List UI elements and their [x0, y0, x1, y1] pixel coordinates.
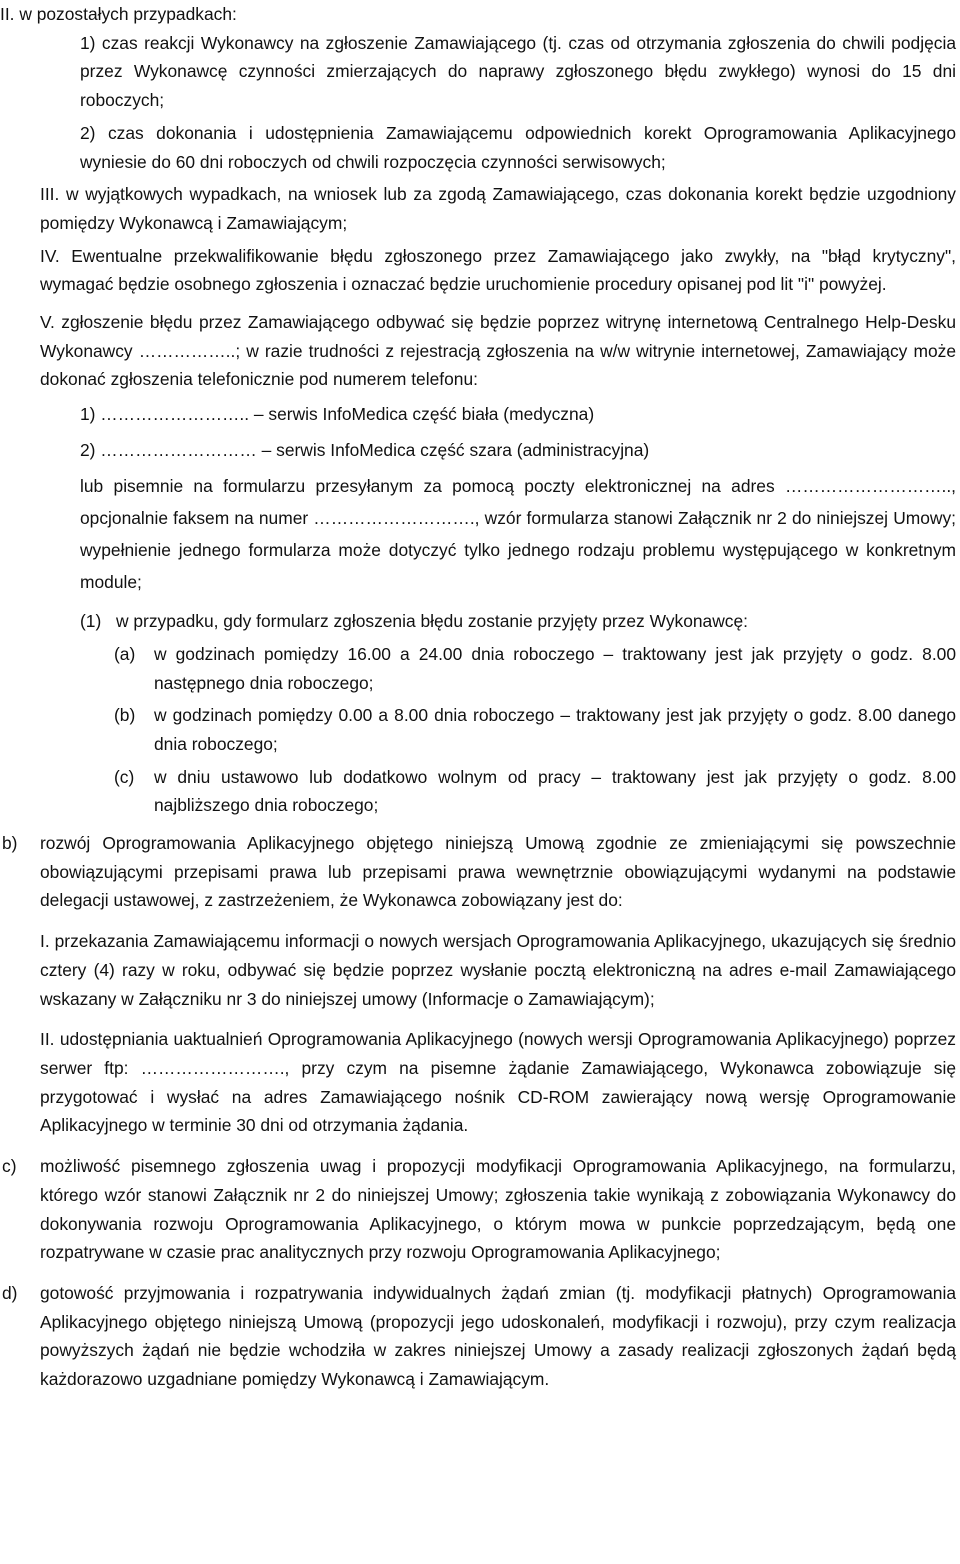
section-d	[0, 1279, 956, 1394]
paragraph-v: V. zgłoszenie błędu przez Zamawiającego odbywać się będzie poprzez witrynę internetową Centralnego Help-Desku Wykonawcy ……………..; w razie trudności z rejestracją zgłoszenia na w/w witrynie internetowej, Zamawiający może dokonać zgłoszenia telefonicznie pod numerem telefonu:	[40, 312, 956, 390]
list-marker: (c)	[114, 766, 135, 787]
list-item-text: w dniu ustawowo lub dodatkowo wolnym od pracy – traktowany jest jak przyjęty o godz. 8.00 najbliższego dnia roboczego;	[154, 766, 956, 816]
section-b-text: rozwój Oprogramowania Aplikacyjnego objętego niniejszą Umową zgodnie ze zmieniającymi się powszechnie obowiązującymi przepisami prawa lub przepisami prawa wewnętrznie obowiązującymi wydanymi na podstawie delegacji ustawowej, z zastrzeżeniem, że Wykonawca zobowiązany jest do:	[40, 833, 956, 911]
paragraph-email-option: lub pisemnie na formularzu przesyłanym za pomocą poczty elektronicznej na adres ……………………….., opcjonalnie faksem na numer ………………………., wzór formularza stanowi Załącznik nr 2 do niniejszej Umowy; wypełnienie jednego formularza może dotyczyć tylko jednego rodzaju problemu występującego w konkretnym module;	[80, 476, 956, 593]
list-item-b	[0, 701, 956, 758]
section-b-point-i: I. przekazania Zamawiającemu informacji o nowych wersjach Oprogramowania Aplikacyjnego, ukazujących się średnio cztery (4) razy w roku, odbywać się będzie poprzez wysłanie pocztą elektroniczną na adres e-mail Zamawiającego wskazany w Załączniku nr 3 do niniejszej umowy (Informacje o Zamawiającym);	[40, 931, 956, 1009]
list-item-c	[0, 763, 956, 820]
list-item-text: w przypadku, gdy formularz zgłoszenia błędu zostanie przyjęty przez Wykonawcę:	[116, 611, 748, 632]
list-marker: (1)	[80, 611, 102, 632]
paragraph-ii-2: 2) czas dokonania i udostępnienia Zamawiającemu odpowiednich korekt Oprogramowania Aplikacyjnego wyniesie do 60 dni roboczych od chwili rozpoczęcia czynności serwisowych;	[80, 122, 956, 172]
list-marker: (a)	[114, 643, 136, 664]
list-item-1	[0, 607, 956, 636]
list-marker: (b)	[114, 705, 136, 726]
section-b-point-ii: II. udostępniania uaktualnień Oprogramowania Aplikacyjnego (nowych wersji Oprogramowania Aplikacyjnego) poprzez serwer ftp: ……………………., przy czym na pisemne żądanie Zamawiającego, Wykonawca zobowiązuje się przygotować i wysłać na adres Zamawiającego nośnik CD-ROM zawierający nową wersję Oprogramowanie Aplikacyjnego w terminie 30 dni od otrzymania żądania.	[40, 1029, 956, 1136]
phone-line-2: 2) ……………………… – serwis InfoMedica część szara (administracyjna)	[80, 440, 650, 461]
section-c-text: możliwość pisemnego zgłoszenia uwag i propozycji modyfikacji Oprogramowania Aplikacyjnego, na formularzu, którego wzór stanowi Załącznik nr 2 do niniejszej Umowy; zgłoszenia takie wynikają z zobowiązania Wykonawcy do dokonywania rozwoju Oprogramowania Aplikacyjnego, o którym mowa w punkcie poprzedzającym, będą one rozpatrywane w czasie prac analitycznych przy rozwoju Oprogramowania Aplikacyjnego;	[40, 1156, 956, 1263]
section-c	[0, 1152, 956, 1267]
section-heading-ii: II. w pozostałych przypadkach:	[0, 4, 237, 24]
list-marker: c)	[2, 1156, 17, 1177]
list-item-text: w godzinach pomiędzy 16.00 a 24.00 dnia roboczego – traktowany jest jak przyjęty o godz. 8.00 następnego dnia roboczego;	[154, 643, 956, 693]
section-d-text: gotowość przyjmowania i rozpatrywania indywidualnych żądań zmian (tj. modyfikacji płatnych) Oprogramowania Aplikacyjnego objętego niniejszą Umową (propozycji jego udoskonaleń, modyfikacji i rozwoju), przy czym realizacja powyższych żądań nie będzie wchodziła w zakres niniejszej Umowy a zasady realizacji zgłoszonych żądań będą każdorazowo uzgadniane pomiędzy Wykonawcą i Zamawiającym.	[40, 1282, 956, 1390]
paragraph-iv: IV. Ewentualne przekwalifikowanie błędu zgłoszonego przez Zamawiającego jako zwykły, na "błąd krytyczny", wymagać będzie osobnego zgłoszenia i oznaczać będzie uruchomienie procedury opisanej pod lit "i" powyżej.	[40, 245, 956, 295]
list-marker: d)	[2, 1282, 18, 1303]
list-item-a	[0, 640, 956, 697]
paragraph-iii: III. w wyjątkowych wypadkach, na wniosek lub za zgodą Zamawiającego, czas dokonania korekt będzie uzgodniony pomiędzy Wykonawcą i Zamawiającym;	[40, 184, 956, 233]
phone-line-1: 1) …………………….. – serwis InfoMedica część biała (medyczna)	[80, 404, 595, 425]
paragraph-ii-1: 1) czas reakcji Wykonawcy na zgłoszenie Zamawiającego (tj. czas od otrzymania zgłoszenia do chwili podjęcia przez Wykonawcę czynności zmierzających do naprawy zgłoszonego błędu zwykłego) wynosi do 15 dni roboczych;	[80, 32, 956, 111]
list-item-text: w godzinach pomiędzy 0.00 a 8.00 dnia roboczego – traktowany jest jak przyjęty o godz. 8.00 danego dnia roboczego;	[154, 705, 956, 754]
section-b	[0, 829, 956, 915]
list-marker: b)	[2, 833, 18, 854]
